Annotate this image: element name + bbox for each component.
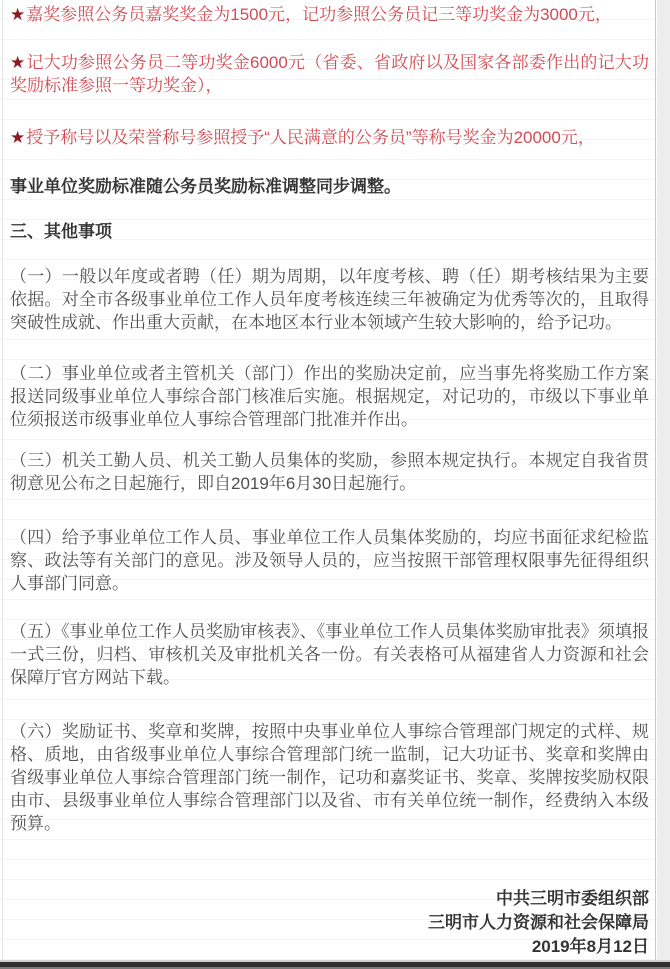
highlight-line-2 (10, 51, 649, 97)
highlight-line-3 (10, 126, 649, 149)
highlight-text-1: 嘉奖参照公务员嘉奖奖金为1500元，记功参照公务员记三等功奖金为3000元， (26, 5, 612, 24)
highlight-line-1 (10, 3, 649, 26)
page-right-gutter (657, 0, 670, 960)
signature-org-1: 中共三明市委组织部 (496, 889, 649, 908)
bottom-bar (0, 960, 670, 969)
star-bullet-icon: ★ (10, 128, 26, 147)
signature-org-2: 三明市人力资源和社会保障局 (428, 913, 649, 932)
highlight-text-3: 授予称号以及荣誉称号参照授予“人民满意的公务员”等称号奖金为20000元， (26, 128, 595, 147)
document-content (2, 0, 656, 960)
paragraph-5: （五）《事业单位工作人员奖励审核表》、《事业单位工作人员集体奖励审批表》须填报一式三份，归档、审核机关及审批机关各一份。有关表格可从福建省人力资源和社会保障厅官方网站下载。 (10, 622, 649, 687)
section-heading: 三、其他事项 (10, 222, 112, 241)
paragraph-1: （一）一般以年度或者聘（任）期为周期，以年度考核、聘（任）期考核结果为主要依据。对全市各级事业单位工作人员年度考核连续三年被确定为优秀等次的，且取得突破性成就、作出重大贡献，在本地区本行业本领域产生较大影响的，给予记功。 (10, 267, 649, 332)
paragraph-2: （二）事业单位或者主管机关（部门）作出的奖励决定前，应当事先将奖励工作方案报送同级事业单位人事综合部门核准后实施。根据规定，对记功的，市级以下事业单位须报送市级事业单位人事综合管理部门批准并作出。 (10, 364, 649, 429)
paragraph-3: （三）机关工勤人员、机关工勤人员集体的奖励，参照本规定执行。本规定自我省贯彻意见公布之日起施行，即自2019年6月30日起施行。 (10, 451, 649, 493)
signature-block (10, 887, 649, 959)
emphasis-line: 事业单位奖励标准随公务员奖励标准调整同步调整。 (10, 177, 401, 196)
highlight-text-2: 记大功参照公务员二等功奖金6000元（省委、省政府以及国家各部委作出的记大功奖励标准参照一等功奖金）， (10, 53, 649, 95)
signature-date: 2019年8月12日 (531, 937, 649, 956)
paragraph-6: （六）奖励证书、奖章和奖牌，按照中央事业单位人事综合管理部门规定的式样、规格、质地，由省级事业单位人事综合管理部门统一监制，记大功证书、奖章和奖牌由省级事业单位人事综合管理部门统一制作，记功和嘉奖证书、奖章、奖牌按奖励权限由市、县级事业单位人事综合管理部门以及省、市有关单位统一制作，经费纳入本级预算。 (10, 722, 649, 833)
star-bullet-icon: ★ (10, 5, 26, 24)
star-bullet-icon: ★ (10, 53, 26, 72)
paragraph-4: （四）给予事业单位工作人员、事业单位工作人员集体奖励的，均应书面征求纪检监察、政法等有关部门的意见。涉及领导人员的，应当按照干部管理权限事先征得组织人事部门同意。 (10, 528, 649, 593)
